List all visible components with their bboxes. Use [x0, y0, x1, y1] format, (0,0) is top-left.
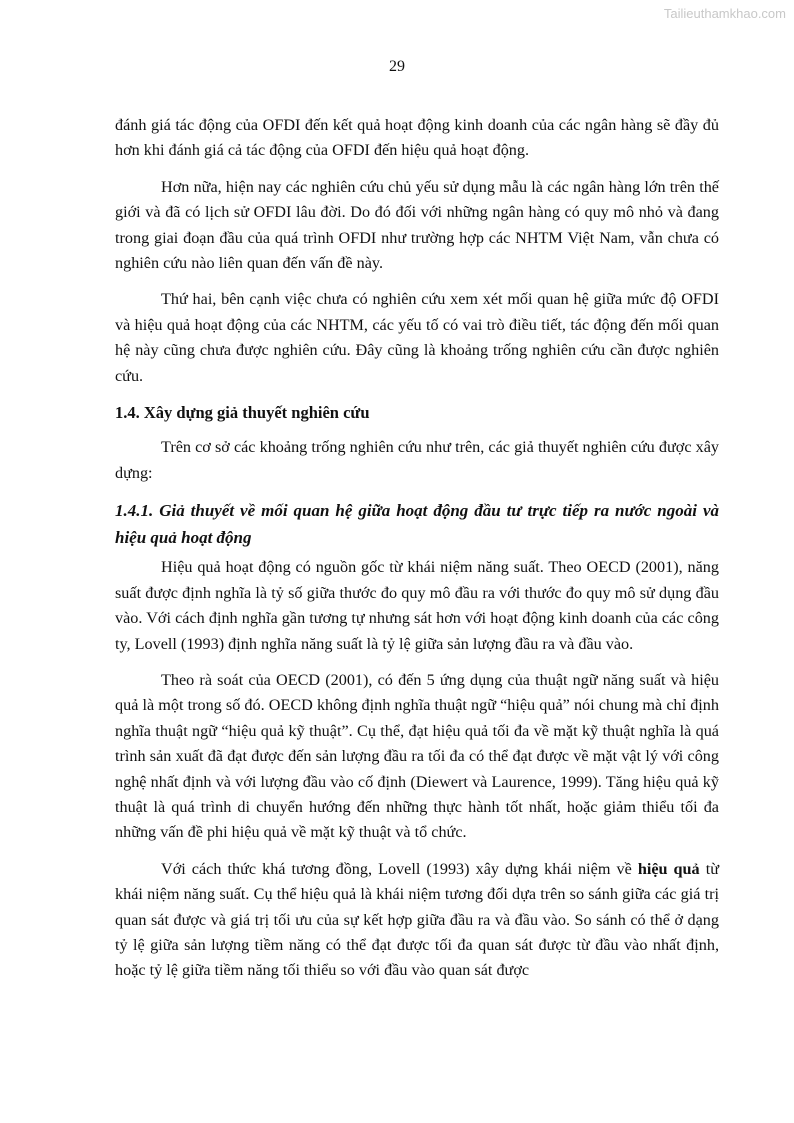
- page-body: [115, 113, 719, 995]
- paragraph-text: Với cách thức khá tương đồng, Lovell (1993) xây dựng khái niệm về: [161, 859, 638, 878]
- paragraph: đánh giá tác động của OFDI đến kết quả hoạt động kinh doanh của các ngân hàng sẽ đầy đủ hơn khi đánh giá cả tác động của OFDI đến hiệu quả hoạt động.: [115, 116, 719, 160]
- paragraph: Trên cơ sở các khoảng trống nghiên cứu như trên, các giả thuyết nghiên cứu được xây dựng:: [115, 438, 719, 482]
- watermark: Tailieuthamkhao.com: [663, 6, 786, 21]
- section-heading-1-4: 1.4. Xây dựng giả thuyết nghiên cứu: [115, 403, 370, 423]
- paragraph-text: từ khái niệm năng suất. Cụ thể hiệu quả là khái niệm tương đối dựa trên so sánh giữa các giá trị quan sát được và giá trị tối ưu của sự kết hợp giữa đầu ra và đầu vào. So sánh có thể ở dạng tỷ lệ giữa sản lượng tiềm năng có thể đạt được tối đa quan sát được từ đầu vào nhất định, hoặc tỷ lệ giữa tiềm năng tối thiểu so với đầu vào quan sát được: [115, 859, 719, 980]
- bold-term: hiệu quả: [637, 859, 700, 878]
- paragraph: [115, 857, 719, 984]
- paragraph: Hiệu quả hoạt động có nguồn gốc từ khái niệm năng suất. Theo OECD (2001), năng suất được định nghĩa là tỷ số giữa thước đo quy mô đầu ra với thước đo quy mô sử dụng đầu vào. Với cách định nghĩa gần tương tự nhưng sát hơn với hoạt động kinh doanh của các công ty, Lovell (1993) định nghĩa năng suất là tỷ lệ giữa sản lượng đầu ra và đầu vào.: [115, 558, 719, 653]
- page-number: 29: [389, 58, 405, 75]
- paragraph: Thứ hai, bên cạnh việc chưa có nghiên cứu xem xét mối quan hệ giữa mức độ OFDI và hiệu quả hoạt động của các NHTM, các yếu tố có vai trò điều tiết, tác động đến mối quan hệ này cũng chưa được nghiên cứu. Đây cũng là khoảng trống nghiên cứu cần được nghiên cứu.: [115, 290, 719, 385]
- paragraph: Theo rà soát của OECD (2001), có đến 5 ứng dụng của thuật ngữ năng suất và hiệu quả là một trong số đó. OECD không định nghĩa thuật ngữ “hiệu quả” nói chung mà chỉ định nghĩa thuật ngữ “hiệu quả kỹ thuật”. Cụ thể, đạt hiệu quả tối đa về mặt kỹ thuật nghĩa là quá trình sản xuất đã đạt được đến sản lượng đầu ra tối đa có thể đạt được về mặt vật lý với công nghệ nhất định và với lượng đầu vào cố định (Diewert và Laurence, 1999). Tăng hiệu quả kỹ thuật là quá trình di chuyển hướng đến những thực hành tốt nhất, hoặc giảm thiểu tối đa những vấn đề phi hiệu quả về mặt kỹ thuật và tổ chức.: [115, 670, 719, 842]
- paragraph: Hơn nữa, hiện nay các nghiên cứu chủ yếu sử dụng mẫu là các ngân hàng lớn trên thế giới và đã có lịch sử OFDI lâu đời. Do đó đối với những ngân hàng có quy mô nhỏ và đang trong giai đoạn đầu của quá trình OFDI như trường hợp các NHTM Việt Nam, vẫn chưa có nghiên cứu nào liên quan đến vấn đề này.: [115, 177, 719, 273]
- subsection-heading-1-4-1: 1.4.1. Giả thuyết về mối quan hệ giữa hoạt động đầu tư trực tiếp ra nước ngoài và hiệu quả hoạt động: [115, 501, 719, 548]
